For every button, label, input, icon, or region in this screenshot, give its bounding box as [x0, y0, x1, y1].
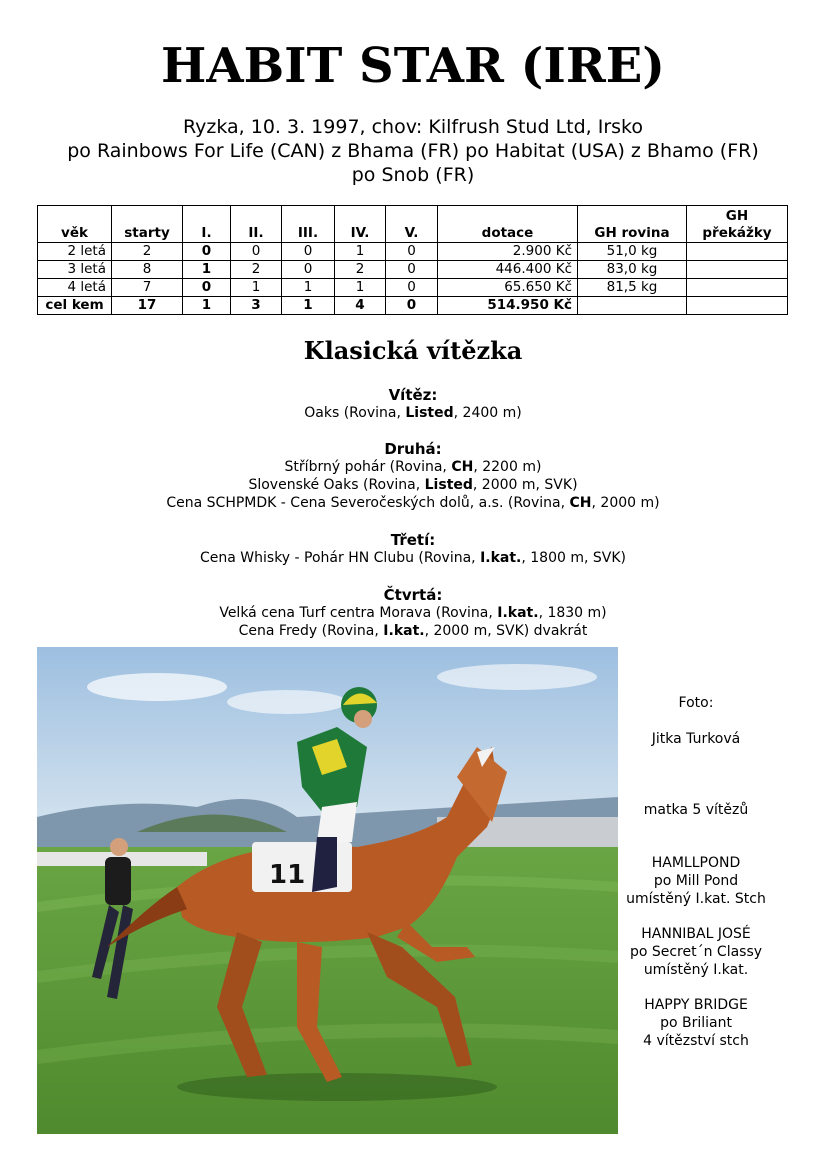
table-cell: 3: [231, 297, 282, 315]
photo-credit-label: Foto:: [678, 695, 714, 711]
offspring-note: umístěný I.kat.: [643, 962, 749, 978]
table-cell: 81,5 kg: [578, 279, 687, 297]
horse-name-title: HABIT STAR (IRE): [161, 38, 665, 94]
table-cell: [687, 297, 788, 315]
race-line: Stříbrný pohár (Rovina, CH, 2200 m): [284, 459, 542, 475]
offspring-sire: po Secret´n Classy: [629, 944, 763, 960]
offspring-note: 4 vítězství stch: [643, 1033, 749, 1049]
table-cell: 514.950 Kč: [438, 297, 578, 315]
offspring-entry: [626, 996, 766, 1050]
table-cell: 8: [112, 261, 183, 279]
table-cell: cel kem: [38, 297, 112, 315]
offspring-entry: [626, 854, 766, 908]
table-cell: 51,0 kg: [578, 243, 687, 261]
col-header: GH rovina: [578, 206, 687, 243]
offspring-sire: po Mill Pond: [653, 873, 739, 889]
table-row: [38, 243, 788, 261]
third-place-block: [0, 531, 826, 567]
winner-block: [0, 386, 826, 422]
second-place-block: [0, 440, 826, 512]
col-header: starty: [112, 206, 183, 243]
race-line: Cena SCHPMDK - Cena Severočeských dolů, a.s. (Rovina, CH, 2000 m): [166, 495, 660, 511]
table-cell: 4 letá: [38, 279, 112, 297]
race-line: Cena Fredy (Rovina, I.kat., 2000 m, SVK) dvakrát: [238, 623, 588, 639]
col-header: IV.: [335, 206, 386, 243]
offspring-sire: po Briliant: [660, 1015, 732, 1031]
offspring-name: HAPPY BRIDGE: [644, 997, 748, 1013]
race-line: Slovenské Oaks (Rovina, Listed, 2000 m, SVK): [248, 477, 578, 493]
photographer-name: Jitka Turková: [651, 731, 741, 747]
table-cell: 0: [386, 279, 438, 297]
table-row: [38, 261, 788, 279]
second-label: Druhá:: [384, 440, 442, 458]
table-cell: 2.900 Kč: [438, 243, 578, 261]
table-cell: [578, 297, 687, 315]
offspring-entry: [626, 925, 766, 979]
col-header: dotace: [438, 206, 578, 243]
winner-label: Vítěz:: [388, 386, 438, 404]
birth-breeder-line: Ryzka, 10. 3. 1997, chov: Kilfrush Stud Ltd, Irsko: [182, 116, 644, 138]
table-cell: 0: [183, 243, 231, 261]
table-cell: 446.400 Kč: [438, 261, 578, 279]
fourth-place-block: [0, 586, 826, 640]
section-heading: Klasická vítězka: [303, 336, 523, 365]
table-cell: 2 letá: [38, 243, 112, 261]
table-cell: [687, 243, 788, 261]
table-cell: 17: [112, 297, 183, 315]
table-header-row: [38, 206, 788, 243]
table-cell: 1: [335, 279, 386, 297]
col-header: věk: [38, 206, 112, 243]
race-line: Oaks (Rovina, Listed, 2400 m): [304, 405, 522, 421]
pedigree-line: po Rainbows For Life (CAN) z Bhama (FR) po Habitat (USA) z Bhamo (FR): [67, 140, 759, 162]
table-cell: 1: [231, 279, 282, 297]
col-header: GH překážky: [687, 206, 788, 243]
table-cell: 3 letá: [38, 261, 112, 279]
col-header: III.: [282, 206, 335, 243]
pedigree-line-2: po Snob (FR): [351, 164, 475, 186]
table-cell: 1: [282, 297, 335, 315]
table-cell: [687, 279, 788, 297]
career-stats-table: [37, 205, 788, 315]
table-cell: 4: [335, 297, 386, 315]
table-cell: 0: [386, 243, 438, 261]
table-cell: 0: [231, 243, 282, 261]
table-total-row: [38, 297, 788, 315]
third-label: Třetí:: [390, 531, 436, 549]
table-cell: 0: [282, 261, 335, 279]
dam-note: matka 5 vítězů: [643, 802, 749, 818]
table-cell: 2: [112, 243, 183, 261]
table-cell: 1: [183, 261, 231, 279]
racehorse-photo: [37, 647, 618, 1134]
table-cell: 2: [335, 261, 386, 279]
table-row: [38, 279, 788, 297]
table-cell: 0: [386, 261, 438, 279]
table-cell: [687, 261, 788, 279]
table-cell: 0: [183, 279, 231, 297]
table-cell: 0: [386, 297, 438, 315]
table-cell: 0: [282, 243, 335, 261]
race-line: Velká cena Turf centra Morava (Rovina, I.kat., 1830 m): [219, 605, 607, 621]
col-header: II.: [231, 206, 282, 243]
col-header: I.: [183, 206, 231, 243]
table-cell: 2: [231, 261, 282, 279]
table-cell: 65.650 Kč: [438, 279, 578, 297]
offspring-name: HAMLLPOND: [651, 855, 741, 871]
offspring-name: HANNIBAL JOSÉ: [641, 926, 751, 942]
table-cell: 7: [112, 279, 183, 297]
race-line: Cena Whisky - Pohár HN Clubu (Rovina, I.kat., 1800 m, SVK): [200, 550, 626, 566]
saddle-number: 11: [269, 860, 306, 890]
table-cell: 83,0 kg: [578, 261, 687, 279]
table-cell: 1: [335, 243, 386, 261]
fourth-label: Čtvrtá:: [383, 586, 443, 604]
table-cell: 1: [282, 279, 335, 297]
col-header: V.: [386, 206, 438, 243]
offspring-note: umístěný I.kat. Stch: [626, 891, 766, 907]
table-cell: 1: [183, 297, 231, 315]
